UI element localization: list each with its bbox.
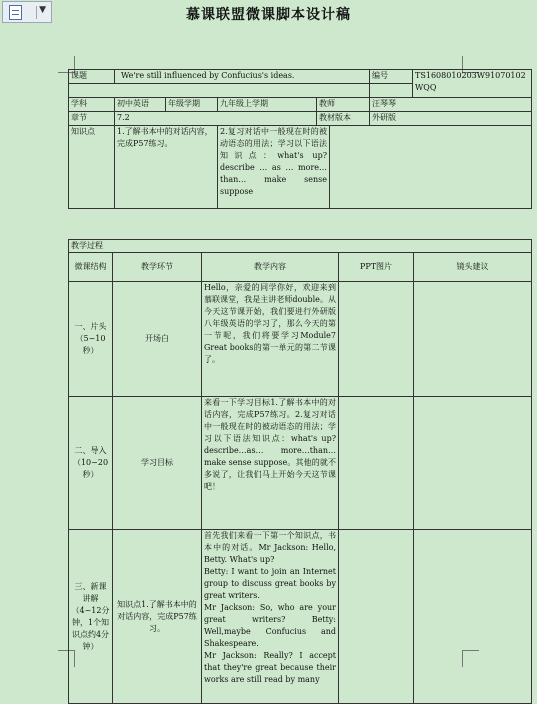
subject-value: 初中英语 — [115, 98, 166, 112]
teacher-label: 教师 — [317, 98, 370, 112]
term-value: 九年级上学期 — [218, 98, 317, 112]
row-step: 知识点1.了解书本中的对话内容，完成P57练习。 — [113, 530, 202, 704]
dialogue-line: Mr Jackson: So, who are your great writers? Betty: Well,maybe Confucius and Shakespeare. — [204, 603, 336, 648]
header-content: 教学内容 — [202, 253, 339, 282]
row-step: 开场白 — [113, 282, 202, 397]
row-content — [202, 530, 339, 704]
chapter-label: 章节 — [69, 112, 115, 126]
page-title: 慕课联盟微课脚本设计稿 — [186, 7, 351, 23]
dialogue-line: Betty: I want to join an Internet group to discuss great books by great writers. — [204, 567, 336, 600]
row-structure: 一、片头（5~10秒） — [69, 282, 113, 397]
topic-label: 课题 — [69, 70, 115, 84]
header-structure: 微课结构 — [69, 253, 113, 282]
row-structure: 二、导入（10~20秒） — [69, 397, 113, 530]
row-structure: 三、新课讲解（4~12分钟，1个知识点约4分钟） — [69, 530, 113, 704]
row-content: Hello，亲爱的同学你好，欢迎来到慕联课堂，我是主讲老师double。从今天这节课开始，我们要进行外研版八年级英语的学习了，那么今天的第一节呢，我们将要学习Module7 Great books的第一单元的第二节课了。 — [202, 282, 339, 397]
knowledge-label: 知识点 — [69, 126, 115, 209]
knowledge-point-2: 2.复习对话中一般现在时的被动语态的用法；学习以下语法知识点：what's up? describe … as … more…than… make sense suppose — [218, 126, 330, 209]
blank-cell — [339, 282, 414, 397]
dialogue-line: 首先我们来看一下第一个知识点，书本中的对话。Mr Jackson: Hello, Betty. What's up? — [204, 531, 336, 564]
knowledge-point-1: 1.了解书本中的对话内容，完成P57练习。 — [115, 126, 218, 209]
subject-label: 学科 — [69, 98, 115, 112]
header-ppt: PPT图片 — [339, 253, 414, 282]
term-label: 年级学期 — [166, 98, 218, 112]
process-section-label: 教学过程 — [69, 240, 532, 253]
code-value: TS1608010203W91070102WQQ — [413, 70, 532, 98]
info-table — [68, 69, 532, 209]
row-step: 学习目标 — [113, 397, 202, 530]
process-table — [68, 239, 532, 704]
edition-label: 教材版本 — [317, 112, 370, 126]
blank-cell — [339, 397, 414, 530]
blank-cell — [414, 397, 532, 530]
dropdown-arrow-icon[interactable]: ▼ — [39, 5, 46, 15]
blank-cell — [414, 530, 532, 704]
edition-value: 外研版 — [370, 112, 532, 126]
header-camera: 镜头建议 — [414, 253, 532, 282]
blank-cell — [414, 282, 532, 397]
blank-cell — [370, 84, 413, 98]
teacher-value: 汪琴琴 — [370, 98, 532, 112]
blank-cell — [330, 126, 532, 209]
chapter-value: 7.2 — [115, 112, 317, 126]
code-label: 编号 — [370, 70, 413, 84]
dialogue-line: Mr Jackson: Really? I accept that they're great because their works are still read by many — [204, 651, 336, 684]
blank-cell — [69, 84, 370, 98]
row-content: 来看一下学习目标1.了解书本中的对话内容，完成P57练习。2.复习对话中一般现在时的被动语态的用法；学习以下语法知识点：what's up? describe…as… more…than…make sense suppose。其他的就不多说了，让我们马上开始今天这节课吧！ — [202, 397, 339, 530]
header-step: 教学环节 — [113, 253, 202, 282]
blank-cell — [339, 530, 414, 704]
topic-value: We're still influenced by Confucius's ideas. — [115, 70, 370, 84]
